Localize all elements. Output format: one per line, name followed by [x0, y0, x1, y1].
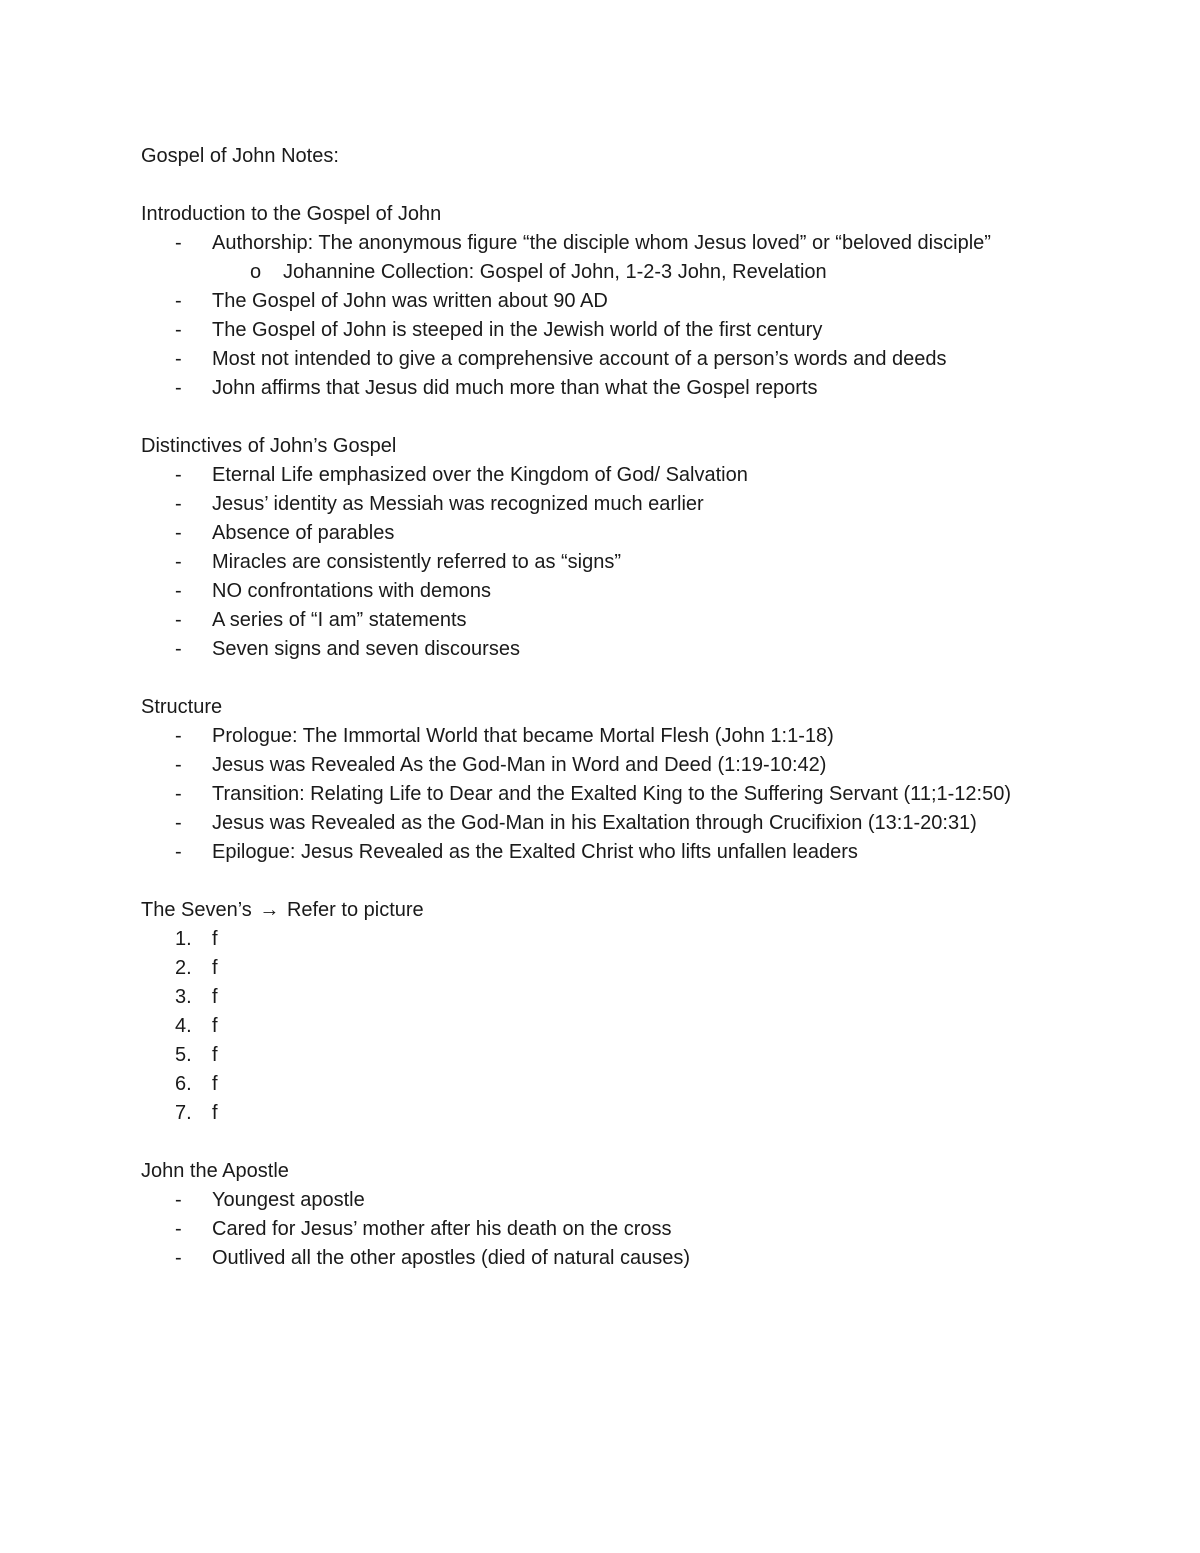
list-number: 6. [175, 1073, 192, 1095]
list-item [141, 809, 1071, 838]
list-item-text: NO confrontations with demons [212, 580, 492, 602]
list-item-text: f [212, 1044, 218, 1066]
dash-bullet-icon: - [175, 783, 182, 805]
distinctives-list [141, 461, 1071, 664]
section-heading-sevens [141, 896, 1071, 925]
document-page [141, 142, 1071, 1302]
dash-bullet-icon: - [175, 812, 182, 834]
dash-bullet-icon: - [175, 1247, 182, 1269]
section-heading-distinctives: Distinctives of John’s Gospel [141, 435, 397, 457]
list-item-text: f [212, 986, 218, 1008]
list-item [141, 925, 1071, 954]
list-item [141, 1099, 1071, 1128]
sevens-heading-text: The Seven’s [141, 899, 252, 921]
dash-bullet-icon: - [175, 348, 182, 370]
list-number: 5. [175, 1044, 192, 1066]
section-heading-structure: Structure [141, 696, 223, 718]
list-item [141, 374, 1071, 403]
list-item-text: Jesus was Revealed as the God-Man in his Exaltation through Crucifixion (13:1-20:31) [212, 812, 977, 834]
dash-bullet-icon: - [175, 754, 182, 776]
dash-bullet-icon: - [175, 319, 182, 341]
introduction-list [141, 229, 1071, 403]
section-heading-apostle: John the Apostle [141, 1160, 289, 1182]
list-item-text: Seven signs and seven discourses [212, 638, 520, 660]
list-item-text: Eternal Life emphasized over the Kingdom of God/ Salvation [212, 464, 748, 486]
list-item [141, 983, 1071, 1012]
dash-bullet-icon: - [175, 522, 182, 544]
list-number: 3. [175, 986, 192, 1008]
section-distinctives [141, 432, 1071, 664]
list-item [141, 577, 1071, 606]
document-title: Gospel of John Notes: [141, 145, 339, 167]
dash-bullet-icon: - [175, 551, 182, 573]
list-item-text: Most not intended to give a comprehensive account of a person’s words and deeds [212, 348, 947, 370]
list-item [141, 635, 1071, 664]
list-item-text: The Gospel of John is steeped in the Jewish world of the first century [212, 319, 823, 341]
structure-list [141, 722, 1071, 867]
section-john-the-apostle [141, 1157, 1071, 1273]
list-item [141, 838, 1071, 867]
apostle-list [141, 1186, 1071, 1273]
list-item-text: f [212, 957, 218, 979]
dash-bullet-icon: - [175, 1218, 182, 1240]
list-item [141, 751, 1071, 780]
list-item [141, 519, 1071, 548]
list-item-text: Authorship: The anonymous figure “the disciple whom Jesus loved” or “beloved disciple” [212, 232, 991, 254]
section-introduction [141, 200, 1071, 403]
list-item [141, 345, 1071, 374]
dash-bullet-icon: - [175, 493, 182, 515]
list-item-text: f [212, 1073, 218, 1095]
dash-bullet-icon: - [175, 638, 182, 660]
list-item-text: Transition: Relating Life to Dear and the Exalted King to the Suffering Servant (11;1-12:50) [212, 783, 1011, 805]
list-item [141, 229, 1071, 287]
circle-bullet-icon: o [250, 261, 262, 283]
list-item [141, 287, 1071, 316]
sub-list-item [212, 258, 1071, 287]
dash-bullet-icon: - [175, 841, 182, 863]
list-item [141, 1070, 1071, 1099]
list-number: 2. [175, 957, 192, 979]
list-item [141, 1012, 1071, 1041]
list-item [141, 1186, 1071, 1215]
list-item [141, 780, 1071, 809]
dash-bullet-icon: - [175, 1189, 182, 1211]
list-number: 1. [175, 928, 192, 950]
list-item [141, 1215, 1071, 1244]
list-item-text: A series of “I am” statements [212, 609, 467, 631]
dash-bullet-icon: - [175, 232, 182, 254]
list-item-text: f [212, 1102, 218, 1124]
list-item-text: Jesus was Revealed As the God-Man in Word and Deed (1:19-10:42) [212, 754, 827, 776]
dash-bullet-icon: - [175, 580, 182, 602]
dash-bullet-icon: - [175, 725, 182, 747]
sub-list-item-text: Johannine Collection: Gospel of John, 1-2-3 John, Revelation [283, 261, 827, 283]
right-arrow-icon: → [259, 899, 280, 921]
sub-list [212, 258, 1071, 287]
dash-bullet-icon: - [175, 290, 182, 312]
list-item [141, 606, 1071, 635]
dash-bullet-icon: - [175, 464, 182, 486]
list-item-text: Epilogue: Jesus Revealed as the Exalted Christ who lifts unfallen leaders [212, 841, 858, 863]
list-item [141, 316, 1071, 345]
section-structure [141, 693, 1071, 867]
list-item-text: Outlived all the other apostles (died of natural causes) [212, 1247, 691, 1269]
list-item-text: Absence of parables [212, 522, 395, 544]
list-number: 7. [175, 1102, 192, 1124]
list-item-text: Youngest apostle [212, 1189, 365, 1211]
section-heading-introduction: Introduction to the Gospel of John [141, 203, 442, 225]
sevens-list [141, 925, 1071, 1128]
list-item [141, 490, 1071, 519]
list-item [141, 722, 1071, 751]
list-number: 4. [175, 1015, 192, 1037]
list-item-text: John affirms that Jesus did much more than what the Gospel reports [212, 377, 818, 399]
list-item [141, 954, 1071, 983]
list-item [141, 1041, 1071, 1070]
dash-bullet-icon: - [175, 609, 182, 631]
dash-bullet-icon: - [175, 377, 182, 399]
list-item [141, 548, 1071, 577]
list-item-text: f [212, 1015, 218, 1037]
list-item-text: Cared for Jesus’ mother after his death on the cross [212, 1218, 672, 1240]
list-item [141, 461, 1071, 490]
list-item [141, 1244, 1071, 1273]
list-item-text: Prologue: The Immortal World that became Mortal Flesh (John 1:1-18) [212, 725, 834, 747]
section-sevens [141, 896, 1071, 1128]
list-item-text: Miracles are consistently referred to as “signs” [212, 551, 622, 573]
list-item-text: Jesus’ identity as Messiah was recognized much earlier [212, 493, 704, 515]
list-item-text: f [212, 928, 218, 950]
sevens-heading-note: Refer to picture [286, 899, 424, 921]
list-item-text: The Gospel of John was written about 90 AD [212, 290, 608, 312]
